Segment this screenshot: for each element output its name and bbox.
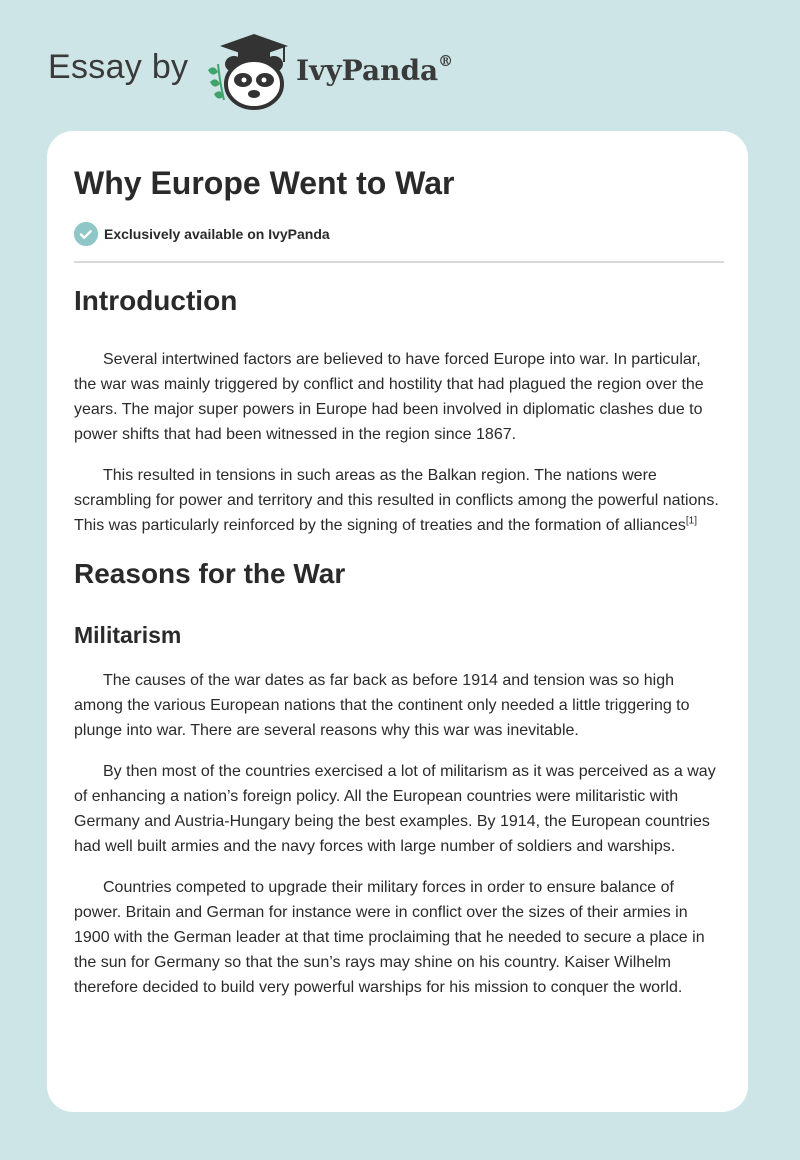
- introduction-paragraph-1: Several intertwined factors are believed to have forced Europe into war. In particular, the war was mainly triggered by conflict and hostility that had plagued the region over the years. The major super powers in Europe had been involved in diplomatic clashes due to power shifts that had been witnessed in the region since 1867.: [74, 351, 704, 443]
- militarism-paragraph-1: The causes of the war dates as far back as before 1914 and tension was so high among the various European nations that the continent only needed a little triggering to plunge into war. There are several reasons why this war was inevitable.: [74, 672, 690, 739]
- essay-card: [47, 131, 748, 1112]
- brand-name[interactable]: [296, 51, 454, 87]
- reasons-heading: Reasons for the War: [74, 558, 346, 589]
- militarism-paragraph-3: Countries competed to upgrade their military forces in order to ensure balance of power. Britain and German for instance were in conflict over the sizes of their armies in 1900 with the German leader at that time proclaiming that he needed to secure a place in the sun for Germany so that the sun’s rays may shine on his country. Kaiser Wilhelm therefore decided to build very powerful warships for his mission to conquer the world.: [74, 879, 705, 996]
- introduction-paragraph-2-text: This resulted in tensions in such areas as the Balkan region. The nations were scrambling for power and territory and this resulted in conflicts among the powerful nations. This was particularly reinforced by the signing of treaties and the formation of alliances: [74, 467, 719, 534]
- site-header: [48, 30, 528, 110]
- footnote-ref-1[interactable]: [1]: [685, 515, 697, 527]
- brand-text: IvyPanda: [296, 54, 439, 87]
- exclusive-badge-text: Exclusively available on IvyPanda: [104, 226, 330, 242]
- panda-logo-icon[interactable]: [204, 30, 296, 110]
- essay-title: Why Europe Went to War: [74, 165, 455, 201]
- registered-mark: ®: [438, 51, 454, 70]
- exclusive-badge: [74, 222, 330, 246]
- militarism-paragraph-2: By then most of the countries exercised a lot of militarism as it was perceived as a way of enhancing a nation’s foreign policy. All the European countries were militaristic with Germany and Austria-Hungary being the best examples. By 1914, the European countries had well built armies and the navy forces with large number of soldiers and warships.: [74, 763, 716, 855]
- title-divider: [74, 261, 724, 263]
- introduction-heading: Introduction: [74, 285, 238, 316]
- essay-body: [74, 281, 724, 1016]
- check-circle-icon: [74, 222, 98, 246]
- essay-by-label: Essay by: [48, 48, 189, 86]
- introduction-paragraph-2: [74, 463, 724, 538]
- militarism-heading: Militarism: [74, 622, 182, 648]
